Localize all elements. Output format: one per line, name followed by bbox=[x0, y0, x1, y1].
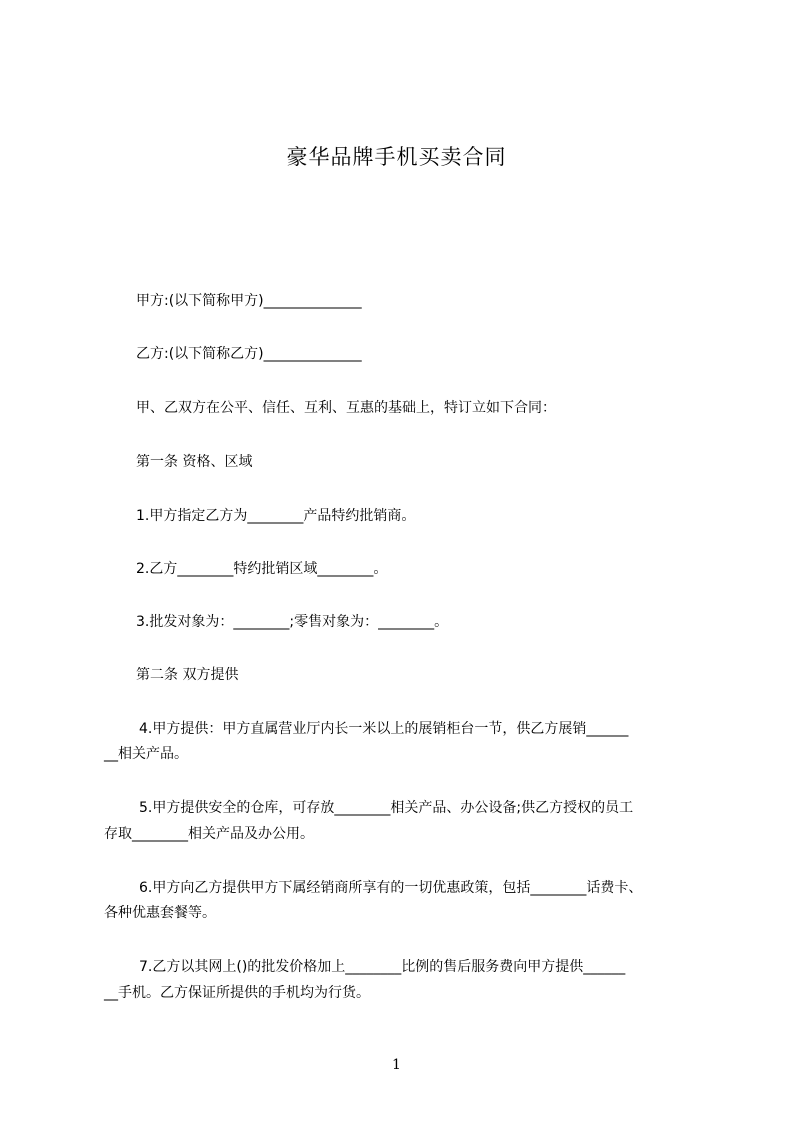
clause-4-line-1: 4.甲方提供：甲方直属营业厅内长一米以上的展销柜台一节，供乙方展销______ bbox=[139, 721, 629, 737]
article-2-heading: 第二条 双方提供 bbox=[136, 667, 239, 683]
clause-4-line-2: __相关产品。 bbox=[104, 746, 188, 762]
clause-6-line-2: 各种优惠套餐等。 bbox=[104, 905, 216, 921]
clause-5-line-2: 存取________相关产品及办公用。 bbox=[104, 826, 314, 842]
clause-7-line-2: __手机。乙方保证所提供的手机均为行货。 bbox=[104, 985, 370, 1001]
clause-1: 1.甲方指定乙方为________产品特约批销商。 bbox=[136, 508, 416, 524]
article-1-heading: 第一条 资格、区域 bbox=[136, 454, 253, 470]
clause-5-line-1: 5.甲方提供安全的仓库，可存放________相关产品、办公设备;供乙方授权的员工 bbox=[139, 800, 634, 816]
page-number: 1 bbox=[392, 1057, 401, 1073]
party-b-line: 乙方:(以下简称乙方)______________ bbox=[136, 346, 362, 362]
clause-7-line-1: 7.乙方以其网上()的批发价格加上________比例的售后服务费向甲方提供______ bbox=[139, 959, 626, 975]
preamble: 甲、乙双方在公平、信任、互利、互惠的基础上，特订立如下合同： bbox=[136, 400, 556, 416]
party-a-line: 甲方:(以下简称甲方)______________ bbox=[136, 293, 362, 309]
clause-2: 2.乙方________特约批销区域________。 bbox=[136, 561, 388, 577]
clause-3: 3.批发对象为：________;零售对象为：________。 bbox=[136, 614, 449, 630]
clause-6-line-1: 6.甲方向乙方提供甲方下属经销商所享有的一切优惠政策，包括________话费卡、 bbox=[139, 880, 643, 896]
document-title: 豪华品牌手机买卖合同 bbox=[286, 145, 507, 169]
